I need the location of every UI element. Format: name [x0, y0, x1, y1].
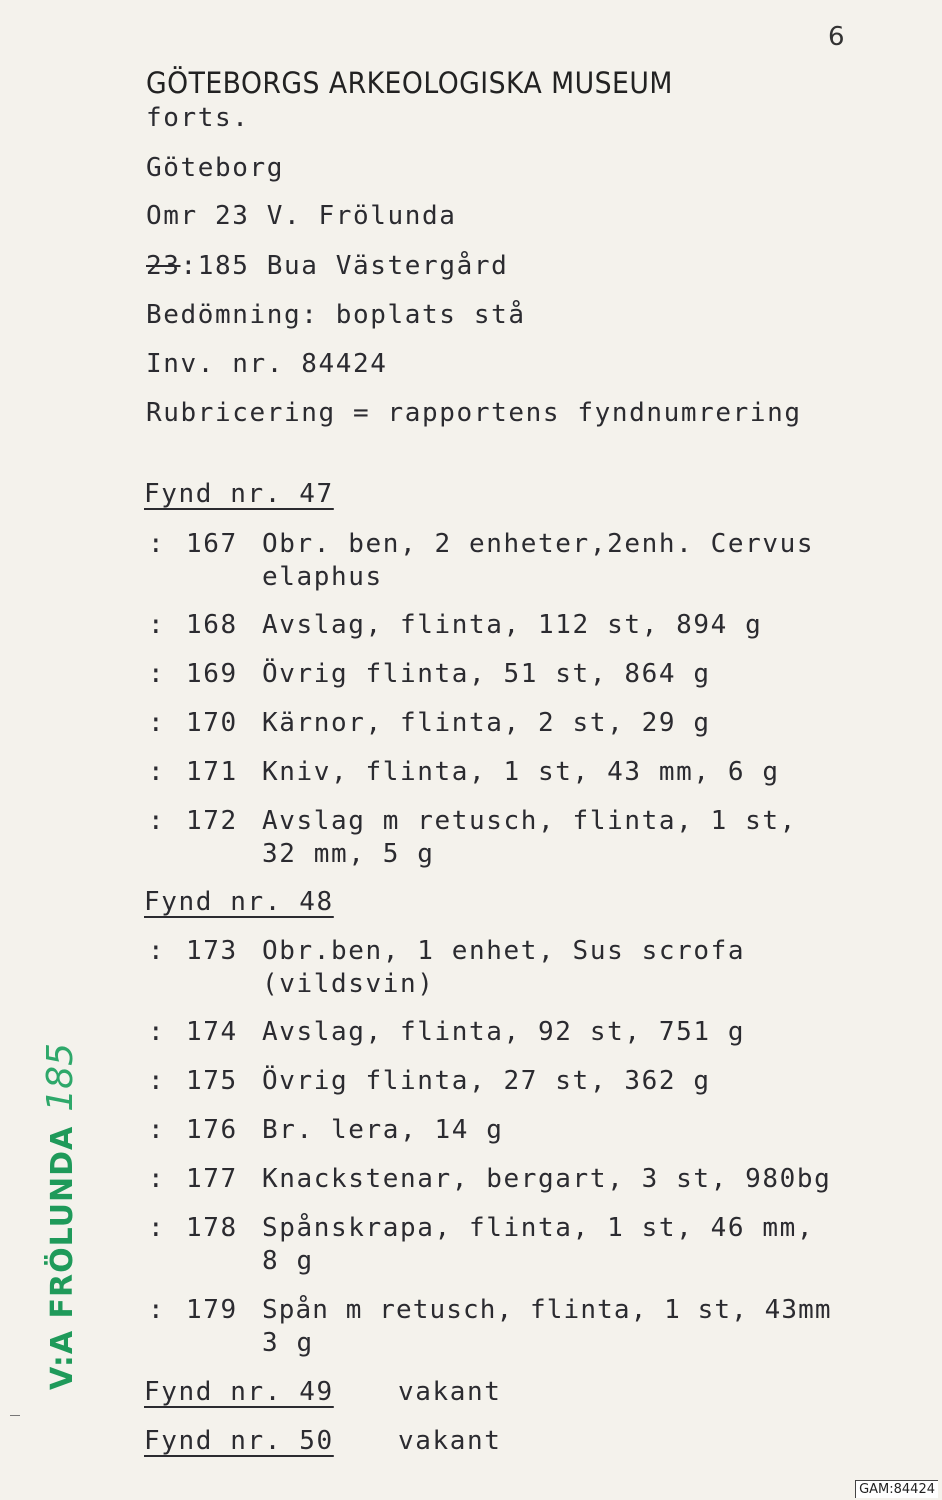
item-number: 171 [186, 757, 238, 787]
item-description: Obr. ben, 2 enheter,2enh. Cervus [262, 529, 815, 559]
item-colon: : [148, 936, 166, 966]
item-description: Avslag, flinta, 92 st, 751 g [262, 1017, 746, 1047]
find-group-heading: Fynd nr. 47 [144, 479, 334, 509]
item-description: Spånskrapa, flinta, 1 st, 46 mm, [262, 1213, 815, 1243]
area-line: Omr 23 V. Frölunda [146, 201, 457, 231]
item-colon: : [148, 1295, 166, 1325]
item-colon: : [148, 757, 166, 787]
city-line: Göteborg [146, 153, 285, 183]
item-description: Övrig flinta, 51 st, 864 g [262, 659, 711, 689]
item-colon: : [148, 1213, 166, 1243]
inventory-line: Inv. nr. 84424 [146, 349, 388, 379]
item-number: 173 [186, 936, 238, 966]
vacant-heading: Fynd nr. 50 [144, 1426, 334, 1456]
site-line [146, 250, 508, 283]
stamp-number: 185 [40, 1043, 81, 1112]
stamp-place: V:A FRÖLUNDA [45, 1125, 80, 1390]
location-stamp [40, 1043, 81, 1390]
institution-header: GÖTEBORGS ARKEOLOGISKA MUSEUM [146, 66, 673, 100]
rubric-line: Rubricering = rapportens fyndnumrering [146, 398, 802, 428]
vacant-status: vakant [398, 1377, 502, 1407]
site-text: :185 Bua Västergård [180, 251, 509, 281]
item-colon: : [148, 659, 166, 689]
item-description: Spån m retusch, flinta, 1 st, 43mm [262, 1295, 832, 1325]
item-number: 178 [186, 1213, 238, 1243]
find-group-heading: Fynd nr. 48 [144, 887, 334, 917]
item-number: 176 [186, 1115, 238, 1145]
assessment-line: Bedömning: boplats stå [146, 300, 526, 330]
item-description-continued: (vildsvin) [262, 969, 435, 999]
item-colon: : [148, 1017, 166, 1047]
item-description: Kniv, flinta, 1 st, 43 mm, 6 g [262, 757, 780, 787]
item-number: 174 [186, 1017, 238, 1047]
item-description-continued: 32 mm, 5 g [262, 839, 435, 869]
catalog-id-label: GAM:84424 [855, 1480, 938, 1498]
item-description: Knackstenar, bergart, 3 st, 980bg [262, 1164, 832, 1194]
item-description: Obr.ben, 1 enhet, Sus scrofa [262, 936, 746, 966]
item-description: Avslag m retusch, flinta, 1 st, [262, 806, 797, 836]
item-number: 168 [186, 610, 238, 640]
item-number: 167 [186, 529, 238, 559]
continued-label: forts. [146, 103, 250, 133]
item-number: 172 [186, 806, 238, 836]
vacant-status: vakant [398, 1426, 502, 1456]
item-colon: : [148, 1164, 166, 1194]
item-description: Avslag, flinta, 112 st, 894 g [262, 610, 763, 640]
item-number: 175 [186, 1066, 238, 1096]
item-description-continued: 3 g [262, 1328, 314, 1358]
item-description: Kärnor, flinta, 2 st, 29 g [262, 708, 711, 738]
item-description-continued: elaphus [262, 562, 383, 592]
struck-site-number: 23 [146, 251, 181, 281]
item-number: 179 [186, 1295, 238, 1325]
page-number: 6 [828, 22, 845, 52]
item-number: 169 [186, 659, 238, 689]
item-colon: : [148, 529, 166, 559]
item-description: Övrig flinta, 27 st, 362 g [262, 1066, 711, 1096]
vacant-heading: Fynd nr. 49 [144, 1377, 334, 1407]
item-colon: : [148, 1066, 166, 1096]
item-colon: : [148, 610, 166, 640]
item-colon: : [148, 1115, 166, 1145]
item-description: Br. lera, 14 g [262, 1115, 504, 1145]
item-colon: : [148, 708, 166, 738]
item-colon: : [148, 806, 166, 836]
item-number: 177 [186, 1164, 238, 1194]
margin-mark [10, 1415, 20, 1416]
item-number: 170 [186, 708, 238, 738]
item-description-continued: 8 g [262, 1246, 314, 1276]
